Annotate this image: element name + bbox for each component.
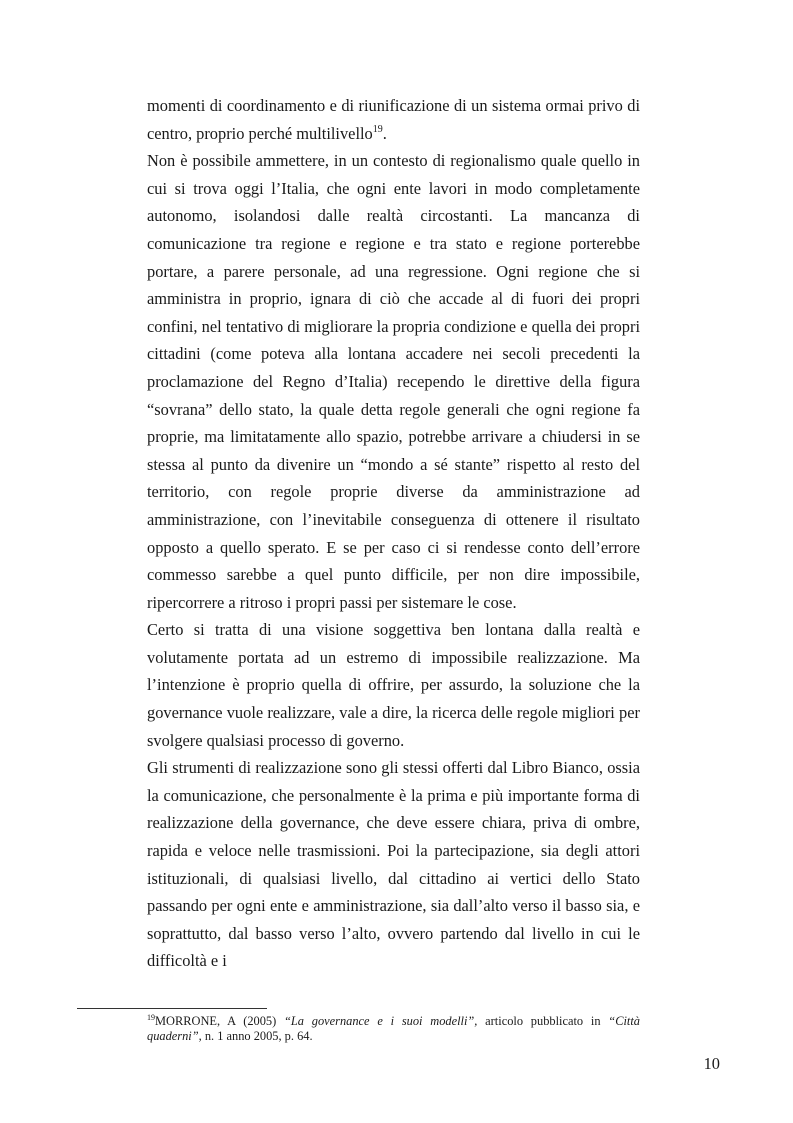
footnote-tail: , n. 1 anno 2005, p. 64. — [198, 1029, 313, 1043]
paragraph-3: Certo si tratta di una visione soggettiva ben lontana dalla realtà e volutamente portata ad un estremo di impossibile realizzazione. Ma l’intenzione è proprio quella di offrire, per assurdo, la soluzione che la governance vuole realizzare, vale a dire, la ricerca delle regole migliori per svolgere qualsiasi processo di governo. — [147, 620, 640, 750]
paragraph-1-tail: . — [382, 123, 387, 143]
paragraph-4: Gli strumenti di realizzazione sono gli stessi offerti dal Libro Bianco, ossia la comunicazione, che personalmente è la prima e più importante forma di realizzazione della governance, che deve essere chiara, priva di ombre, rapida e veloce nelle trasmissioni. Poi la partecipazione, sia degli attori istituzionali, di qualsiasi livello, dal cittadino ai vertici dello Stato passando per ogni ente e amministrazione, sia dall’alto verso il basso sia, e soprattutto, dal basso verso l’alto, ovvero partendo dal livello in cui le difficoltà e i — [147, 758, 640, 971]
footnote-middle: articolo pubblicato in — [477, 1014, 609, 1028]
body-text — [147, 92, 640, 975]
paragraph-1-text: momenti di coordinamento e di riunificazione di un sistema ormai privo di centro, proprio perché multilivello — [147, 96, 640, 143]
footnote — [147, 1014, 640, 1044]
footnote-divider — [77, 1008, 267, 1009]
footnote-title: “La governance e i suoi modelli”, — [284, 1014, 478, 1028]
footnote-author: MORRONE, A (2005) — [155, 1014, 284, 1028]
paragraph-1 — [147, 92, 640, 147]
footnote-number: 19 — [147, 1013, 155, 1022]
paragraph-2: Non è possibile ammettere, in un contesto di regionalismo quale quello in cui si trova oggi l’Italia, che ogni ente lavori in modo completamente autonomo, isolandosi dalle realtà circostanti. La mancanza di comunicazione tra regione e regione e tra stato e regione porterebbe portare, a parere personale, ad una regressione. Ogni regione che si amministra in proprio, ignara di ciò che accade al di fuori dei propri confini, nel tentativo di migliorare la propria condizione e quella dei propri cittadini (come poteva alla lontana accadere nei secoli precedenti la proclamazione del Regno d’Italia) recependo le direttive della figura “sovrana” dello stato, la quale detta regole generali che ogni regione fa proprie, ma limitatamente allo spazio, potrebbe arrivare a chiudersi in se stessa al punto da divenire un “mondo a sé stante” rispetto al resto del territorio, con regole proprie diverse da amministrazione ad amministrazione, con l’inevitabile conseguenza di ottenere il risultato opposto a quello sperato. E se per caso ci si rendesse conto dell’errore commesso sarebbe a quel punto difficile, per non dire impossibile, ripercorrere a ritroso i propri passi per sistemare le cose. — [147, 151, 640, 612]
footnote-journal: “Città quaderni” — [147, 1014, 640, 1043]
footnote-reference[interactable]: 19 — [372, 123, 383, 135]
page-number: 10 — [703, 1054, 720, 1073]
